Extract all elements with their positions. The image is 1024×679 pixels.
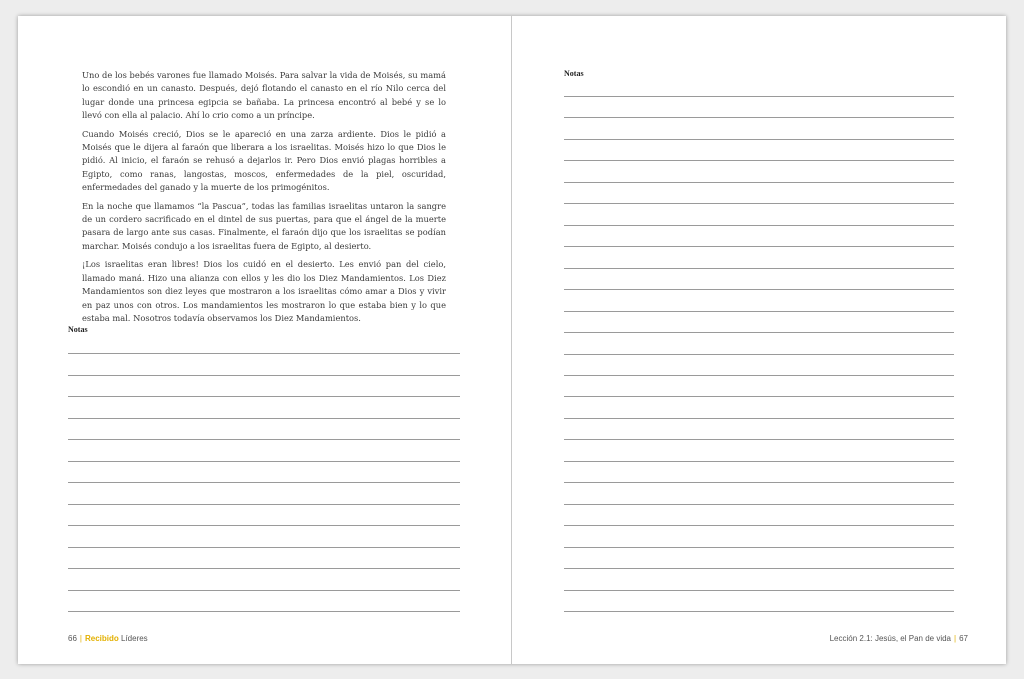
folio-divider: | xyxy=(79,634,82,643)
left-page xyxy=(18,16,512,664)
note-line xyxy=(564,160,954,161)
section-name: Líderes xyxy=(121,634,148,643)
note-line xyxy=(564,611,954,612)
note-line xyxy=(564,547,954,548)
note-line xyxy=(68,461,460,462)
note-line xyxy=(564,568,954,569)
note-line xyxy=(564,396,954,397)
lesson-title: Lección 2.1: Jesús, el Pan de vida xyxy=(829,634,952,643)
note-line xyxy=(564,504,954,505)
note-line xyxy=(564,375,954,376)
paragraph: ¡Los israelitas eran libres! Dios los cuidó en el desierto. Les envió pan del cielo, llamado maná. Hizo una alianza con ellos y les dio los Diez Mandamientos. Los Diez Mandamientos son diez leyes que mostraron a los israelitas cómo amar a Dios y vivir en paz unos con otros. Los mandamientos les mostraron lo que estaba bien y lo que estaba mal. Nosotros todavía observamos los Diez Mandamientos. xyxy=(82,259,446,323)
book-spread xyxy=(18,16,1006,664)
brand-name: Recibido xyxy=(84,634,119,643)
note-line xyxy=(564,311,954,312)
note-line xyxy=(68,504,460,505)
note-line xyxy=(68,439,460,440)
right-folio xyxy=(830,634,968,643)
note-line xyxy=(564,203,954,204)
note-line xyxy=(564,246,954,247)
note-line xyxy=(68,525,460,526)
note-line xyxy=(68,547,460,548)
note-line xyxy=(564,289,954,290)
note-line xyxy=(564,461,954,462)
note-line xyxy=(68,611,460,612)
note-line xyxy=(564,418,954,419)
note-line xyxy=(564,96,954,97)
note-line xyxy=(564,482,954,483)
note-line xyxy=(68,482,460,483)
note-line xyxy=(564,268,954,269)
paragraph: Uno de los bebés varones fue llamado Moisés. Para salvar la vida de Moisés, su mamá lo escondió en un canasto. Después, dejó flotando el canasto en el río Nilo cerca del lugar donde una princesa egipcia se bañaba. La princesa encontró al bebé y se lo llevó con ella al palacio. Ahí lo crio como a un príncipe. xyxy=(82,70,446,121)
note-line xyxy=(564,354,954,355)
note-line xyxy=(564,117,954,118)
folio-divider: | xyxy=(954,634,957,643)
note-line xyxy=(564,182,954,183)
page-number: 67 xyxy=(959,634,968,643)
notes-lines xyxy=(564,16,957,664)
note-line xyxy=(68,353,460,354)
page-number: 66 xyxy=(68,634,77,643)
notes-label: Notas xyxy=(68,325,88,334)
notes-lines xyxy=(68,16,460,664)
note-line xyxy=(564,139,954,140)
note-line xyxy=(68,418,460,419)
note-line xyxy=(564,332,954,333)
paragraph: En la noche que llamamos “la Pascua”, todas las familias israelitas untaron la sangre de un cordero sacrificado en el dintel de sus puertas, para que el ángel de la muerte pasara de largo ante sus casas. Finalmente, el faraón dijo que los israelitas se podían marchar. Moisés condujo a los israelitas fuera de Egipto, al desierto. xyxy=(82,200,446,251)
notes-label: Notas xyxy=(564,69,584,78)
note-line xyxy=(68,396,460,397)
right-page xyxy=(512,16,1006,664)
note-line xyxy=(564,525,954,526)
note-line xyxy=(564,590,954,591)
note-line xyxy=(564,439,954,440)
note-line xyxy=(68,375,460,376)
left-folio xyxy=(68,634,148,643)
note-line xyxy=(68,568,460,569)
note-line xyxy=(564,225,954,226)
note-line xyxy=(68,590,460,591)
paragraph: Cuando Moisés creció, Dios se le apareció en una zarza ardiente. Dios le pidió a Moisés que le dijera al faraón que liberara a los israelitas. Moisés hizo lo que Dios le pidió. Al inicio, el faraón se rehusó a dejarlos ir. Pero Dios envió plagas horribles a Egipto, como ranas, langostas, moscos, enfermedades de la piel, oscuridad, enfermedades del ganado y la muerte de los primogénitos. xyxy=(82,128,446,193)
